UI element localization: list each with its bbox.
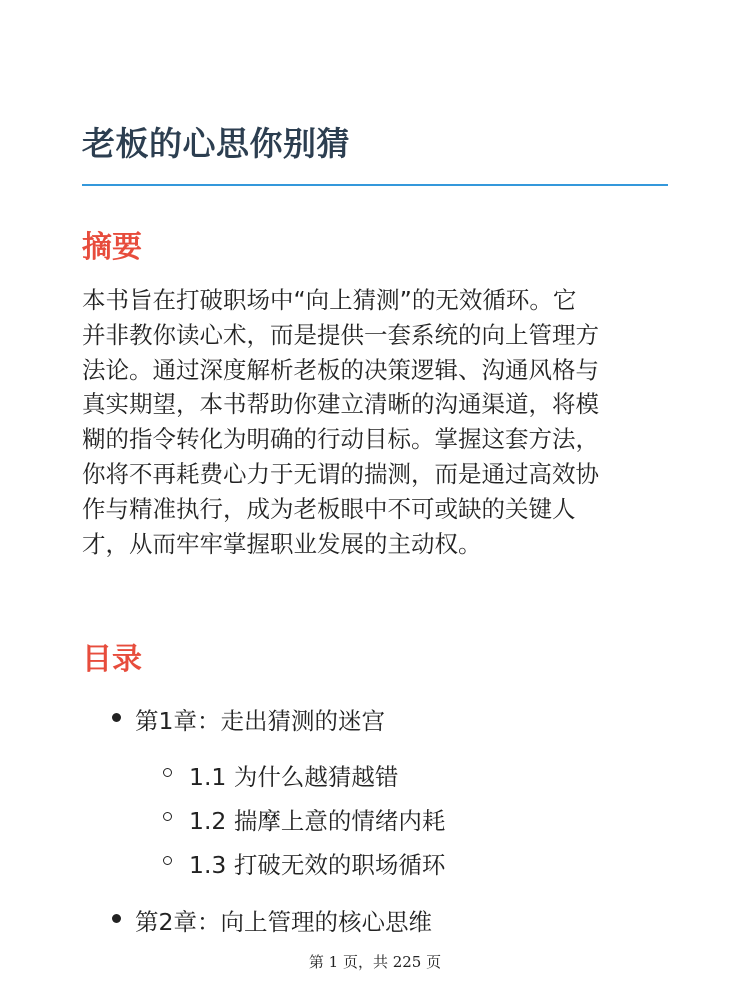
summary-heading: 摘要 (82, 230, 142, 265)
toc-section-1-1: 1.1 为什么越猜越错 (189, 763, 399, 791)
summary-line: 作与精准执行，成为老板眼中不可或缺的关键人 (82, 494, 576, 523)
toc-heading: 目录 (82, 642, 142, 677)
summary-line: 你将不再耗费心力于无谓的揣测，而是通过高效协 (82, 459, 599, 488)
summary-paragraph (82, 283, 672, 561)
document-title: 老板的心思你别猜 (82, 124, 350, 163)
toc-section-1-3: 1.3 打破无效的职场循环 (189, 851, 446, 879)
page-number-footer: 第 1 页，共 225 页 (308, 953, 442, 971)
bullet-disc-icon (112, 914, 121, 923)
toc-section-1-2: 1.2 揣摩上意的情绪内耗 (189, 807, 446, 835)
summary-line: 法论。通过深度解析老板的决策逻辑、沟通风格与 (82, 355, 599, 384)
summary-line: 糊的指令转化为明确的行动目标。掌握这套方法， (82, 425, 599, 454)
summary-line: 本书旨在打破职场中“向上猜测”的无效循环。它 (82, 286, 577, 314)
bullet-disc-icon (112, 713, 121, 722)
toc-chapter-1: 第1章：走出猜测的迷宫 (135, 707, 385, 735)
toc-chapter-2: 第2章：向上管理的核心思维 (135, 908, 432, 936)
summary-line: 真实期望，本书帮助你建立清晰的沟通渠道，将模 (82, 390, 599, 419)
bullet-circle-icon (163, 856, 172, 865)
bullet-circle-icon (163, 812, 172, 821)
summary-line: 并非教你读心术，而是提供一套系统的向上管理方 (82, 320, 599, 349)
summary-line: 才，从而牢牢掌握职业发展的主动权。 (82, 529, 482, 558)
title-divider (82, 184, 668, 186)
bullet-circle-icon (163, 768, 172, 777)
